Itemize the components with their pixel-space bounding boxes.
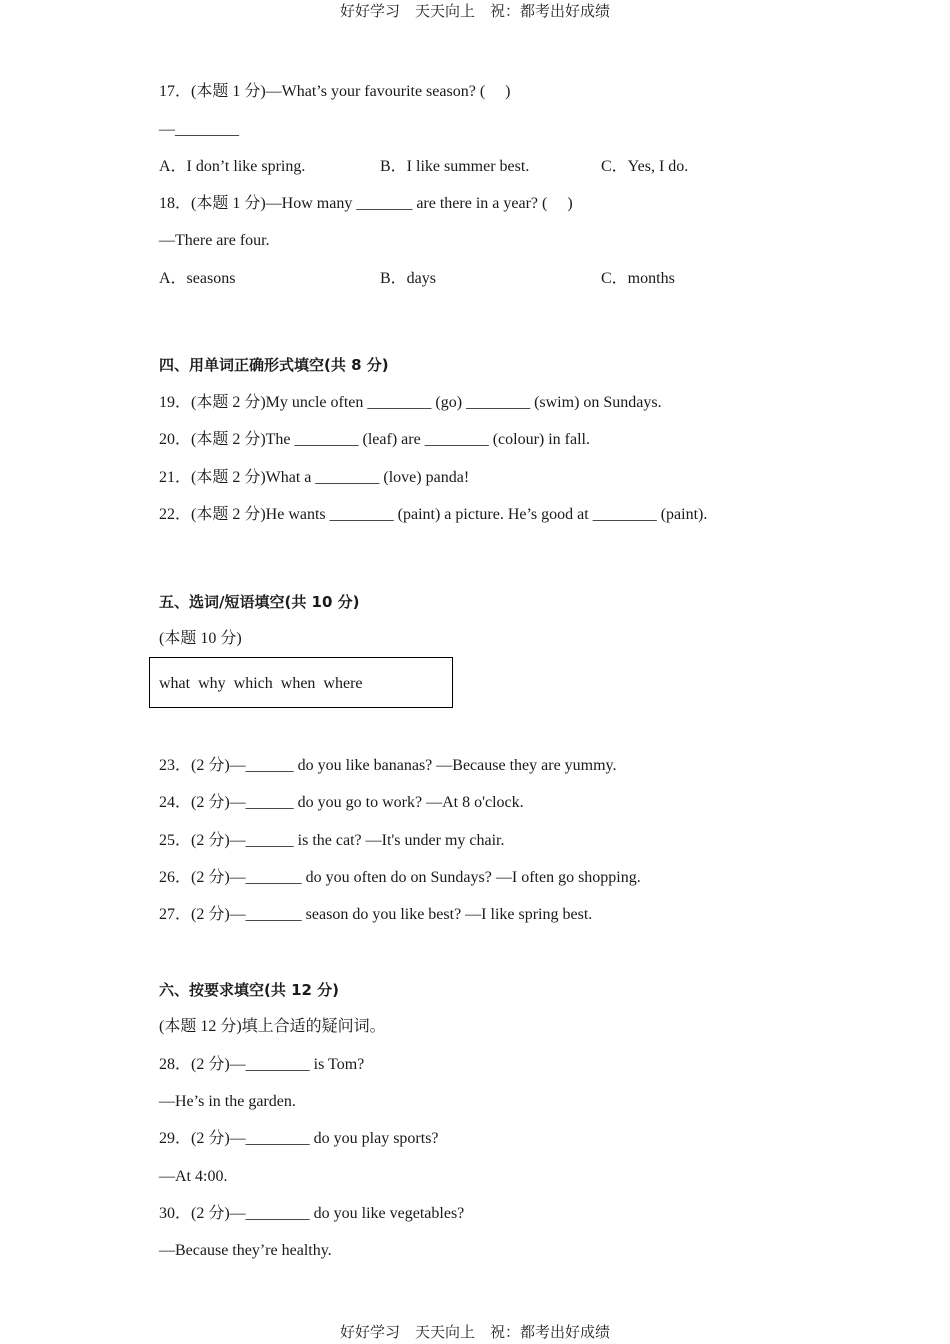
question-28: 28．(2 分)—________ is Tom? (159, 1056, 365, 1073)
question-18-answer-line: —There are four. (159, 232, 270, 249)
section-5-title: 五、选词/短语填空(共 10 分) (159, 593, 360, 611)
question-18-option-b: B．days (380, 270, 437, 287)
question-19: 19．(本题 2 分)My uncle often ________ (go) ________ (swim) on Sundays. (159, 394, 662, 411)
section-6-title: 六、按要求填空(共 12 分) (159, 981, 340, 999)
question-18-option-c: C．months (601, 270, 675, 287)
page-footer: 好好学习 天天向上 祝：都考出好成绩 (339, 1323, 610, 1341)
question-24: 24．(2 分)—______ do you go to work? —At 8 o'clock. (159, 794, 524, 811)
question-17-answer-line: —________ (159, 121, 239, 138)
question-20: 20．(本题 2 分)The ________ (leaf) are ________ (colour) in fall. (159, 431, 590, 448)
word-box-words: what why which when where (159, 675, 363, 692)
question-26: 26．(2 分)—_______ do you often do on Sundays? —I often go shopping. (159, 869, 641, 886)
question-17-option-b: B．I like summer best. (380, 158, 530, 175)
question-30: 30．(2 分)—________ do you like vegetables? (159, 1205, 465, 1222)
question-29-answer: —At 4:00. (159, 1168, 228, 1185)
question-17-option-a: A．I don’t like spring. (159, 158, 306, 175)
question-27: 27．(2 分)—_______ season do you like best? —I like spring best. (159, 906, 593, 923)
section-6-note: (本题 12 分)填上合适的疑问词。 (159, 1018, 386, 1035)
question-23: 23．(2 分)—______ do you like bananas? —Because they are yummy. (159, 757, 617, 774)
section-5-note: (本题 10 分) (159, 630, 242, 647)
question-17-option-c: C．Yes, I do. (601, 158, 689, 175)
word-box (149, 657, 453, 708)
page-header: 好好学习 天天向上 祝：都考出好成绩 (339, 2, 610, 20)
question-28-answer: —He’s in the garden. (159, 1093, 296, 1110)
question-29: 29．(2 分)—________ do you play sports? (159, 1130, 439, 1147)
question-18-option-a: A．seasons (159, 270, 236, 287)
question-21: 21．(本题 2 分)What a ________ (love) panda! (159, 469, 470, 486)
question-30-answer: —Because they’re healthy. (159, 1242, 332, 1259)
section-4-title: 四、用单词正确形式填空(共 8 分) (159, 356, 389, 374)
question-18: 18．(本题 1 分)—How many _______ are there in a year? ( ) (159, 195, 573, 212)
question-22: 22．(本题 2 分)He wants ________ (paint) a picture. He’s good at ________ (paint). (159, 506, 708, 523)
question-25: 25．(2 分)—______ is the cat? —It's under my chair. (159, 832, 505, 849)
question-17: 17．(本题 1 分)—What’s your favourite season? ( ) (159, 83, 511, 100)
